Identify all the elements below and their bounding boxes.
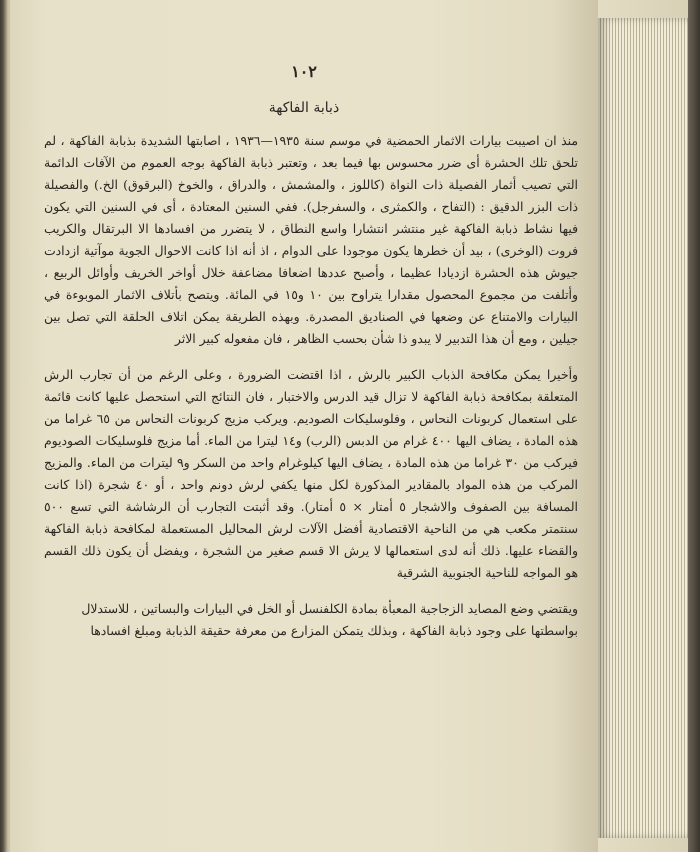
- paragraph-1: منذ ان اصيبت بيارات الاثمار الحمضية في موسم سنة ١٩٣٥—١٩٣٦ ، اصابتها الشديدة بذبابة الفاكهة ، لم تلحق تلك الحشرة أى ضرر محسوس بها فيما بعد ، وتعتبر ذبابة الفاكهة بوجه العموم من الآفات الدائمة التي تصيب أثمار الفصيلة ذات النواة (كاللوز ، والمشمش ، والدراق ، والخوخ (البرقوق) الخ.) والفصيلة ذات البزر الدقيق : (التفاح ، والكمثرى ، والسفرجل). ففي السنين المعتادة ، أى في السنين التي يكون فيها نشاط ذبابة الفاكهة غير منتشر انتشارا واسع النطاق ، لا يتضرر من افسادها الا البرتقال والكريب فروت (الوخرى) ، بيد أن خطرها يكون موجودا على الدوام ، اذ أنه اذا كانت الاحوال الجوية موآتية ازدادت جيوش هذه الحشرة ازديادا عظيما ، وأصبح عددها اضعافا مضاعفة خلال أواخر الخريف وأوائل الربيع ، وأتلفت من مجموع المحصول مقدارا يتراوح بين ١٠ و١٥ في المائة. ويتصح بأتلاف الاثمار الموبوءة في البيارات والامتناع عن وضعها في الصناديق المصدرة. وبهذه الطريقة يمكن اتلاف الحلقة التي تصل بين جيلين ، ومع أن هذا التدبير لا يبدو ذا شأن بحسب الظاهر ، فان مفعوله كبير الاثر: [44, 133, 578, 346]
- page-body: [44, 130, 578, 656]
- book-cover-edge: [688, 0, 700, 852]
- page-title: ذبابة الفاكهة: [268, 100, 340, 116]
- page-number: ١٠٢: [291, 62, 317, 81]
- paragraph-3: ويقتضي وضع المصايد الزجاجية المعبأة بمادة الكلفنسل أو الخل في البيارات والبساتين ، للاستدلال بواسطتها على وجود ذبابة الفاكهة ، وبذلك يتمكن المزارع من معرفة حقيقة الذبابة ومبلغ افسادها: [81, 601, 578, 638]
- paragraph-2: وأخيرا يمكن مكافحة الذباب الكبير بالرش ، اذا اقتضت الضرورة ، وعلى الرغم من أن تجارب الرش المتعلقة بمكافحة ذبابة الفاكهة لا تزال قيد الدرس والاختبار ، فان النتائج التي استحصل عليها كانت قائمة على استعمال كربونات النحاس ، وفلوسليكات الصوديم. ويركب مزيج كربونات النحاس من ٦٥ غراما من هذه المادة ، يضاف اليها ٤٠٠ غرام من الدبس (الرب) و١٤ ليترا من الماء. أما مزيج فلوسليكات الصوديوم فيركب من ٣٠ غراما من هذه المادة ، يضاف اليها كيلوغرام واحد من السكر و٩ ليترات من الماء. والمزيج المركب من هذه المواد بالمقادير المذكورة لكل منها يكفي لرش دونم واحد ، أو ٤٠ شجرة (اذا كانت المسافة بين الصفوف والاشجار ٥ أمتار × ٥ أمتار). وقد أثبتت التجارب أن الرشاشة التي تسع ٥٠٠ سنتمتر مكعب هي من الناحية الاقتصادية أفضل الآلات لرش المحاليل المستعملة لمكافحة ذبابة الفاكهة والقضاء عليها. ذلك أنه لدى استعمالها لا يرش الا قسم صغير من الشجرة ، ويفضل أن يكون ذلك القسم هو المواجه للناحية الجنوبية الشرقية: [44, 367, 579, 580]
- page-edges: [598, 18, 690, 838]
- book-page: [10, 0, 598, 852]
